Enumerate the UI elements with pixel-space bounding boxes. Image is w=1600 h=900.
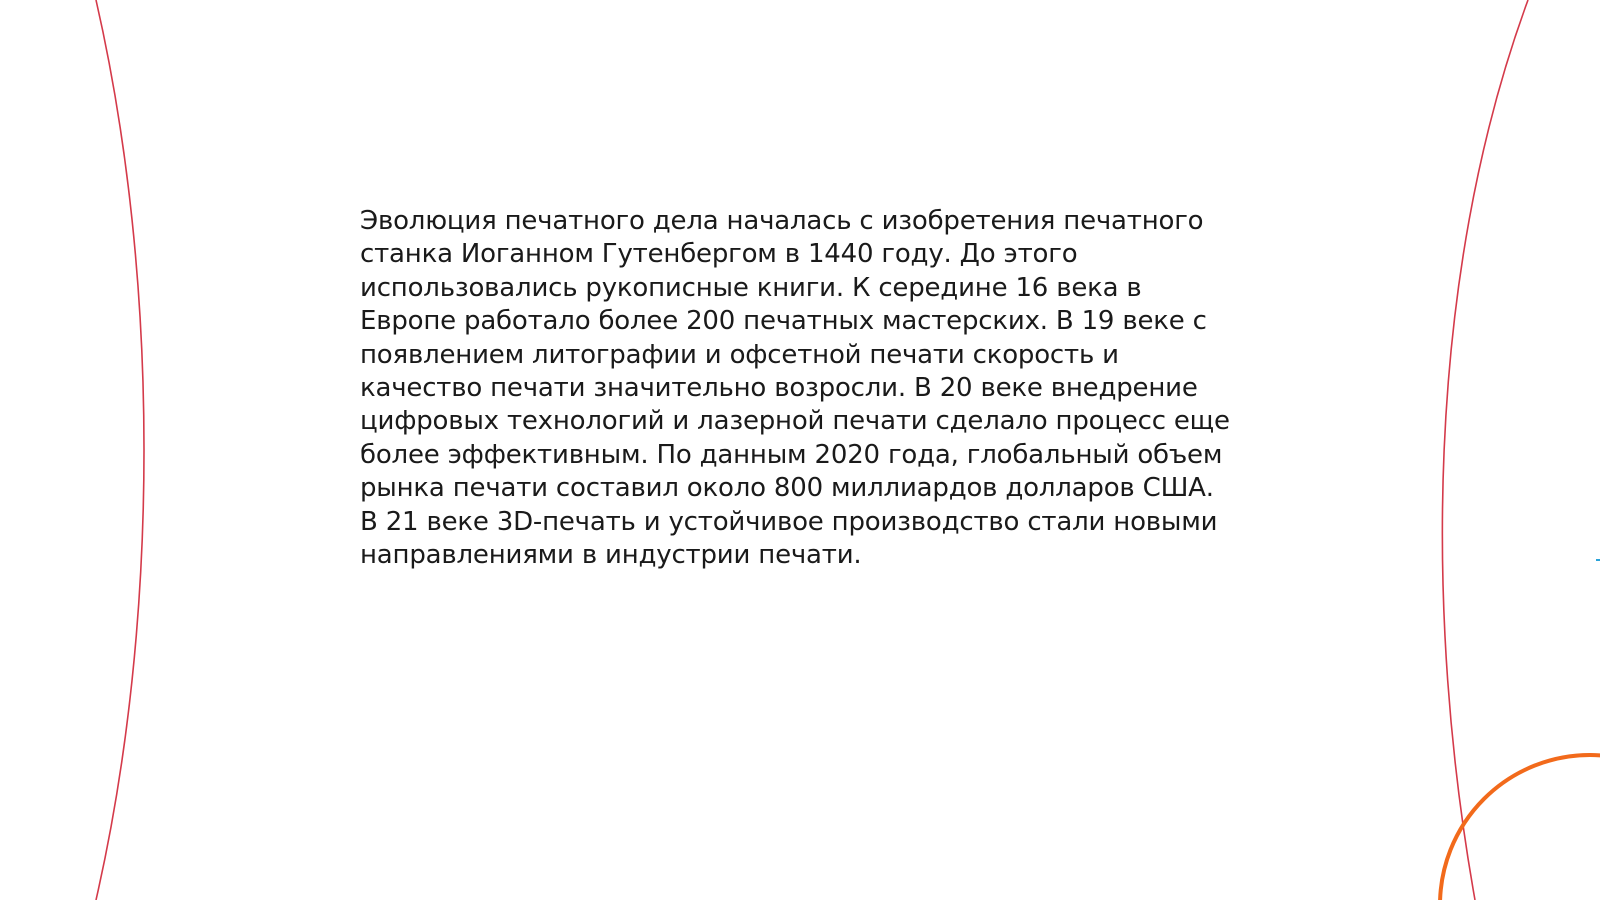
paragraph-line: рынка печати составил около 800 миллиардов долларов США. [360, 473, 1214, 504]
paragraph-line: качество печати значительно возросли. В 20 веке внедрение [360, 373, 1198, 404]
left-arc [96, 0, 144, 900]
paragraph-line: использовались рукописные книги. К середине 16 века в [360, 272, 1142, 303]
paragraph-line: направлениями в индустрии печати. [360, 540, 862, 571]
paragraph-line: появлением литографии и офсетной печати скорость и [360, 339, 1119, 370]
right-arc [1442, 0, 1528, 900]
paragraph-line: Европе работало более 200 печатных мастерских. В 19 веке с [360, 306, 1207, 337]
paragraph-line: более эффективным. По данным 2020 года, глобальный объем [360, 439, 1223, 470]
paragraph-line: цифровых технологий и лазерной печати сделало процесс еще [360, 406, 1230, 437]
paragraph-line: Эволюция печатного дела началась с изобретения печатного [360, 206, 1204, 236]
paragraph-line: В 21 веке 3D-печать и устойчивое производство стали новыми [360, 506, 1218, 537]
body-paragraph [360, 205, 1260, 572]
paragraph-line: станка Иоганном Гутенбергом в 1440 году. До этого [360, 239, 1078, 270]
